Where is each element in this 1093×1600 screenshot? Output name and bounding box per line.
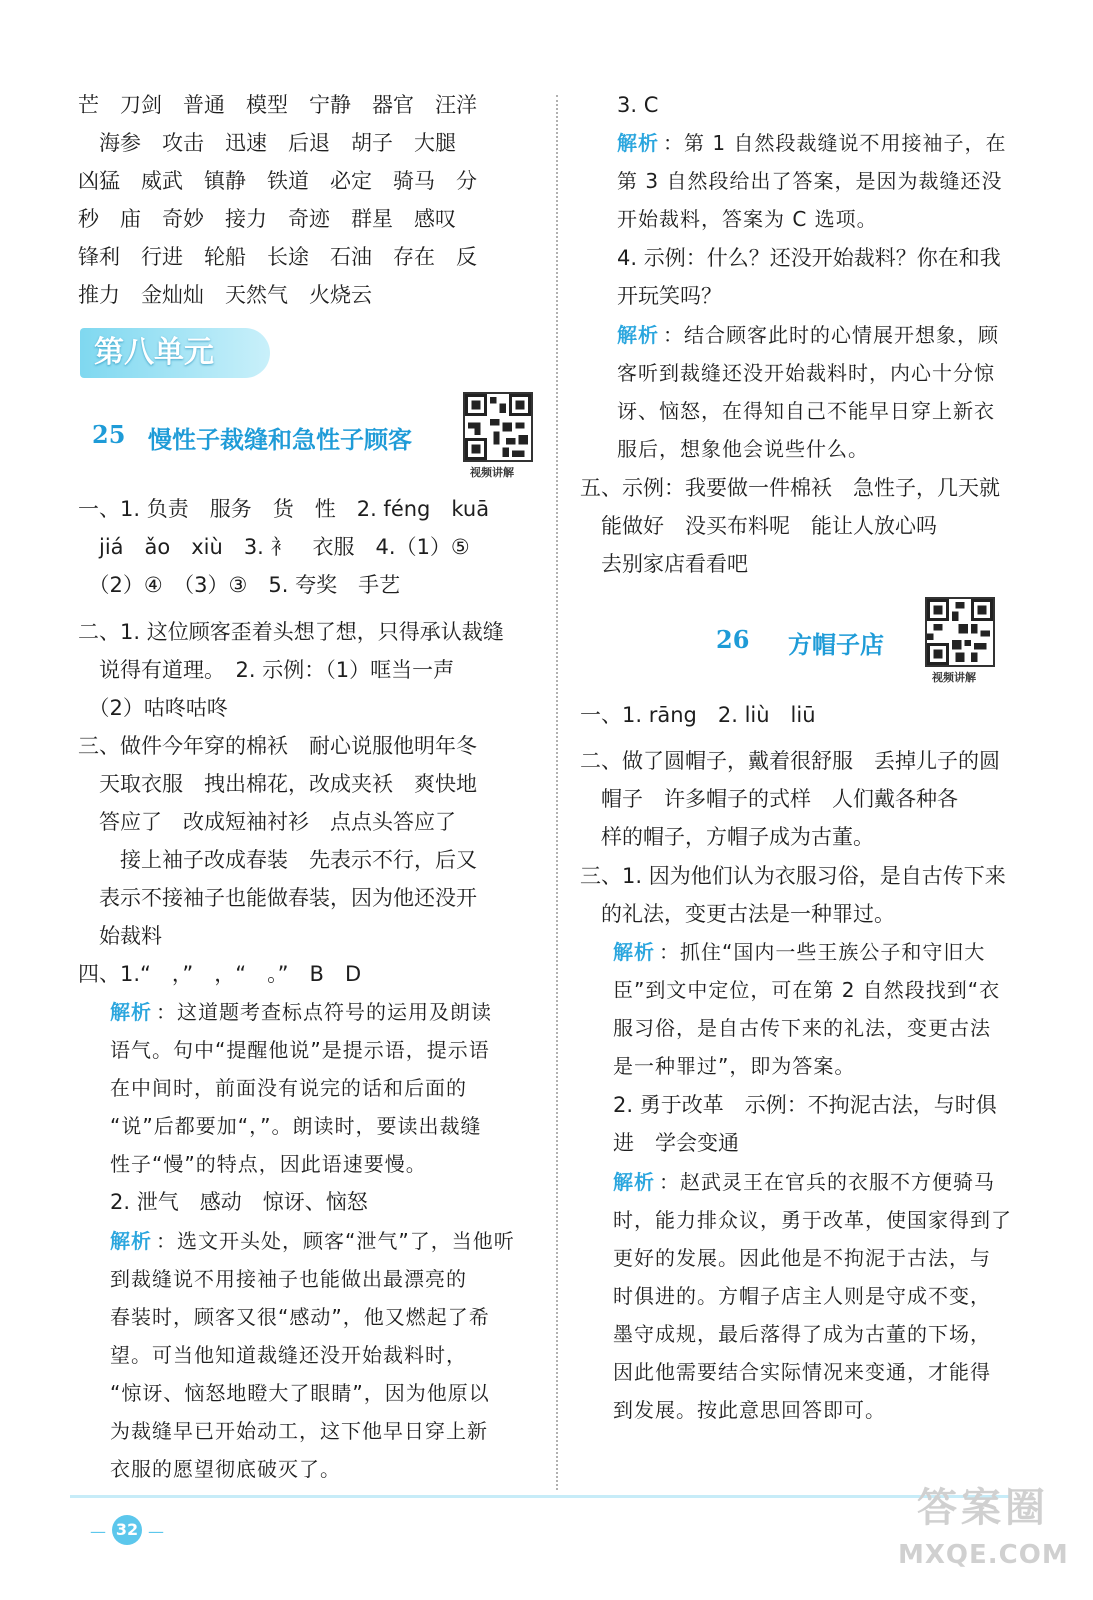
lesson-number: 25 xyxy=(92,420,126,449)
column-divider xyxy=(556,95,558,1490)
analysis-block: 解析 ：这道题考查标点符号的运用及朗读 xyxy=(110,1000,492,1024)
answer-line: 二、做了圆帽子，戴着很舒服 丢掉儿子的圆 xyxy=(580,749,1000,773)
analysis-line: 客听到裁缝还没开始裁料时，内心十分惊 xyxy=(617,361,995,385)
analysis-line: “说”后都要加“，”。朗读时，要读出裁缝 xyxy=(110,1114,482,1138)
answer-line: 进 学会变通 xyxy=(613,1131,739,1155)
lesson-title: 慢性子裁缝和急性子顾客 xyxy=(148,426,412,454)
analysis-block: 解析 ：选文开头处，顾客“泄气”了，当他听 xyxy=(110,1229,515,1253)
analysis-line: 服后，想象他会说些什么。 xyxy=(617,437,869,461)
answer-line: 五、示例：我要做一件棉袄 急性子，几天就 xyxy=(580,476,1000,500)
vocab-line: 秒 庙 奇妙 接力 奇迹 群星 感叹 xyxy=(78,207,456,231)
answer-line: （2）咕咚咕咚 xyxy=(78,696,228,720)
answer-line: jiá ǎo xiù 3. 衤 衣服 4.（1）⑤ xyxy=(78,535,470,559)
analysis-line: 春装时，顾客又很“感动”，他又燃起了希 xyxy=(110,1305,490,1329)
answer-line: 2. 勇于改革 示例：不拘泥古法，与时俱 xyxy=(613,1093,997,1117)
vocab-line: 芒 刀剑 普通 模型 宁静 器官 汪洋 xyxy=(78,93,477,117)
analysis-line: “惊讶、恼怒地瞪大了眼睛”，因为他原以 xyxy=(110,1381,490,1405)
analysis-block: 解析 ：抓住“国内一些王族公子和守旧大 xyxy=(613,940,986,964)
answer-line: 接上袖子改成春装 先表示不行，后又 xyxy=(78,848,477,872)
analysis-line: 语气。句中“提醒他说”是提示语，提示语 xyxy=(110,1038,490,1062)
answer-line: 四、1.“ ，” ，“ 。” B D xyxy=(78,962,362,986)
analysis-line: 性子“慢”的特点，因此语速要慢。 xyxy=(110,1152,427,1176)
analysis-tag: 解析 xyxy=(617,131,659,155)
answer-line: 4. 示例：什么？还没开始裁料？你在和我 xyxy=(617,246,1001,270)
analysis-line: 在中间时，前面没有说完的话和后面的 xyxy=(110,1076,467,1100)
vocab-line: 凶猛 威武 镇静 铁道 必定 骑马 分 xyxy=(78,169,477,193)
analysis-block: 解析 ：第 1 自然段裁缝说不用接袖子，在 xyxy=(617,131,1007,155)
analysis-line: 讶、恼怒，在得知自己不能早日穿上新衣 xyxy=(617,399,995,423)
analysis-line: 是一种罪过”，即为答案。 xyxy=(613,1054,856,1078)
analysis-block: 解析 ：赵武灵王在官兵的衣服不方便骑马 xyxy=(613,1170,995,1194)
qr-label: 视频讲解 xyxy=(932,671,976,684)
answer-line: 三、1. 因为他们认为衣服习俗，是自古传下来 xyxy=(580,864,1006,888)
analysis-line: 时俱进的。方帽子店主人则是守成不变， xyxy=(613,1284,991,1308)
analysis-line: 到裁缝说不用接袖子也能做出最漂亮的 xyxy=(110,1267,467,1291)
analysis-line: 臣”到文中定位，可在第 2 自然段找到“衣 xyxy=(613,978,1001,1002)
answer-line: 说得有道理。 2. 示例：（1）哐当一声 xyxy=(78,658,455,682)
answer-line: 三、做件今年穿的棉袄 耐心说服他明年冬 xyxy=(78,734,477,758)
analysis-tag: 解析 xyxy=(613,940,655,964)
page-dash-left: — xyxy=(90,1522,106,1541)
answer-line: 能做好 没买布料呢 能让人放心吗 xyxy=(580,514,937,538)
lesson-number: 26 xyxy=(716,625,750,654)
lesson-title: 方帽子店 xyxy=(788,631,884,659)
analysis-line: 开始裁料，答案为 C 选项。 xyxy=(617,207,878,231)
analysis-tag: 解析 xyxy=(617,323,659,347)
vocab-line: 锋利 行进 轮船 长途 石油 存在 反 xyxy=(78,245,477,269)
answer-line: 一、1. 负责 服务 货 性 2. féng kuā xyxy=(78,497,490,521)
analysis-block: 解析 ：结合顾客此时的心情展开想象，顾 xyxy=(617,323,999,347)
vocab-line: 推力 金灿灿 天然气 火烧云 xyxy=(78,283,372,307)
analysis-tag: 解析 xyxy=(110,1229,152,1253)
vocab-line: 海参 攻击 迅速 后退 胡子 大腿 xyxy=(78,131,456,155)
analysis-line: 时，能力排众议，勇于改革，使国家得到了 xyxy=(613,1208,1012,1232)
answer-line: 帽子 许多帽子的式样 人们戴各种各 xyxy=(580,787,958,811)
watermark-url: MXQE.COM xyxy=(898,1540,1069,1570)
analysis-line: 到发展。按此意思回答即可。 xyxy=(613,1398,886,1422)
answer-line: 的礼法，变更古法是一种罪过。 xyxy=(580,902,895,926)
answer-line: 表示不接袖子也能做春装，因为他还没开 xyxy=(78,886,477,910)
watermark-title: 答案圈 xyxy=(917,1485,1049,1531)
footer-line xyxy=(70,1495,1010,1498)
answer-line: 去别家店看看吧 xyxy=(580,552,748,576)
analysis-tag: 解析 xyxy=(613,1170,655,1194)
qr-label: 视频讲解 xyxy=(470,466,514,479)
analysis-line: 更好的发展。因此他是不拘泥于古法，与 xyxy=(613,1246,991,1270)
qr-code-icon[interactable] xyxy=(925,597,995,667)
answer-line: 3. C xyxy=(617,93,659,117)
page-number: 32 xyxy=(112,1515,142,1545)
answer-line: 天取衣服 拽出棉花，改成夹袄 爽快地 xyxy=(78,772,477,796)
analysis-line: 望。可当他知道裁缝还没开始裁料时， xyxy=(110,1343,467,1367)
unit-banner: 第八单元 xyxy=(80,328,270,378)
answer-line: 2. 泄气 感动 惊讶、恼怒 xyxy=(110,1190,368,1214)
answer-line: 二、1. 这位顾客歪着头想了想，只得承认裁缝 xyxy=(78,620,504,644)
analysis-line: 服习俗，是自古传下来的礼法，变更古法 xyxy=(613,1016,991,1040)
answer-line: 答应了 改成短袖衬衫 点点头答应了 xyxy=(78,810,456,834)
answer-line: 开玩笑吗？ xyxy=(617,284,722,308)
analysis-line: 墨守成规，最后落得了成为古董的下场， xyxy=(613,1322,991,1346)
analysis-line: 第 3 自然段给出了答案，是因为裁缝还没 xyxy=(617,169,1003,193)
qr-code-icon[interactable] xyxy=(463,392,533,462)
analysis-line: 衣服的愿望彻底破灭了。 xyxy=(110,1457,341,1481)
answer-line: 一、1. rāng 2. liù liū xyxy=(580,703,816,727)
answer-line: （2）④ （3）③ 5. 夸奖 手艺 xyxy=(78,573,401,597)
watermark xyxy=(898,1478,1068,1588)
analysis-line: 因此他需要结合实际情况来变通，才能得 xyxy=(613,1360,991,1384)
page-dash-right: — xyxy=(148,1522,164,1541)
analysis-tag: 解析 xyxy=(110,1000,152,1024)
answer-line: 样的帽子，方帽子成为古董。 xyxy=(580,825,874,849)
analysis-line: 为裁缝早已开始动工，这下他早日穿上新 xyxy=(110,1419,488,1443)
answer-line: 始裁料 xyxy=(78,924,162,948)
